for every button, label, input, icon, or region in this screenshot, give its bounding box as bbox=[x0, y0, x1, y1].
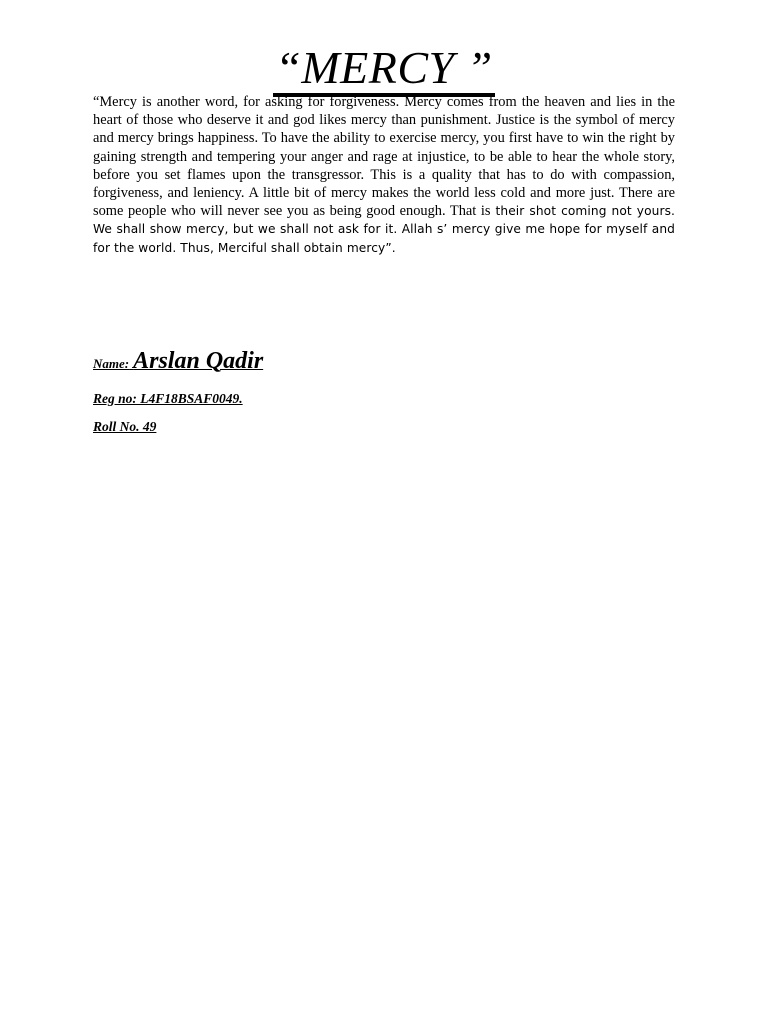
essay-text-serif: “Mercy is another word, for asking for forgiveness. Mercy comes from the heaven and lies in the heart of those who deserve it and god likes mercy than punishment. Justice is the symbol of mercy and mercy brings happiness. To have the ability to exercise mercy, you first have to win the right by gaining strength and tempering your anger and rage at injustice, to be able to hear the whole story, before you set flames upon the transgressor. This is a quality that has to do with compassion, forgiveness, and leniency. A little bit of mercy makes the world less cold and more just. There are some people who will never see you as being good enough. That is bbox=[93, 94, 675, 220]
essay-paragraph bbox=[93, 93, 675, 257]
roll-number: Roll No. 49 bbox=[93, 419, 157, 434]
student-name: Arslan Qadir bbox=[133, 348, 264, 374]
student-name-line bbox=[93, 348, 263, 375]
essay-text-sans: their shot coming not yours. We shall show mercy, but we shall not ask for it. Allah s’ mercy give me hope for myself and for the world. Thus, Merciful shall obtain mercy”. bbox=[93, 204, 675, 255]
name-label: Name: bbox=[93, 356, 130, 371]
registration-number: Reg no: L4F18BSAF0049. bbox=[93, 391, 243, 406]
title-container bbox=[0, 43, 768, 97]
page-title: “MERCY ” bbox=[273, 43, 494, 97]
